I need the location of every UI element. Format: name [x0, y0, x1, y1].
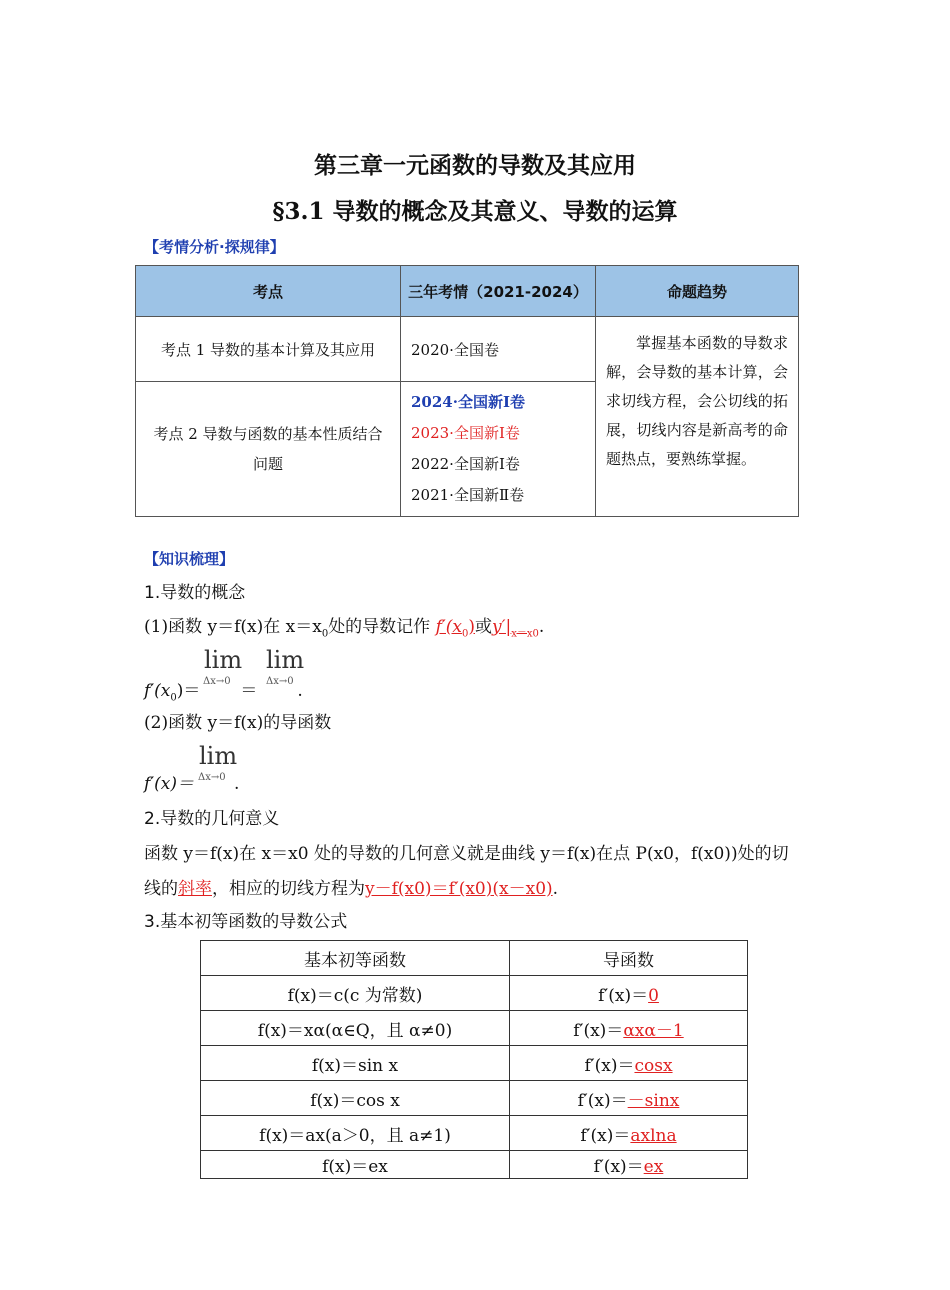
- section2-title: 2.导数的几何意义: [144, 809, 280, 829]
- section-title: §3.1 导数的概念及其意义、导数的运算: [272, 198, 678, 225]
- formula-derivative: f′(x)＝axlna: [510, 1116, 748, 1151]
- exam-analysis-table: [135, 265, 799, 517]
- lim-1: lim: [204, 646, 243, 674]
- derivative-function-line: (2)函数 y＝f(x)的导函数: [144, 713, 332, 733]
- formula-derivative: f′(x)＝cosx: [510, 1046, 748, 1081]
- answer-yprime: $y'|_{x=x0}$: [491, 617, 539, 640]
- exam-2022: 2022·全国新Ⅰ卷: [411, 455, 520, 473]
- header-trend: 命题趋势: [596, 266, 799, 317]
- knowledge-tag: 【知识梳理】: [144, 550, 235, 568]
- limit-definition-1: $f'(x_0)=$ ＝ .: [144, 681, 303, 704]
- answer-slope: 斜率: [178, 879, 212, 899]
- lim-3: lim: [199, 742, 238, 770]
- formula-function: f(x)＝sin x: [201, 1046, 510, 1081]
- lim-2-sub: Δx→0: [266, 676, 294, 687]
- exam-2024: 2024·全国新Ⅰ卷: [411, 393, 525, 411]
- formula-header-derivative: 导函数: [510, 941, 748, 976]
- header-point: 考点: [136, 266, 401, 317]
- exam-2021: 2021·全国新Ⅱ卷: [411, 486, 525, 504]
- formula-derivative: f′(x)＝－sinx: [510, 1081, 748, 1116]
- section1-title: 1.导数的概念: [144, 583, 246, 603]
- geometric-meaning-line1: 函数 y＝f(x)在 x＝x0 处的导数的几何意义就是曲线 y＝f(x)在点 P(x0，f(x0))处的切: [144, 844, 789, 864]
- derivative-formula-table: [200, 940, 748, 1179]
- derivative-notation-line: (1)函数 y＝f(x)在 $x=x_0$处的导数记作 $f'(x_0)$或$y'|_{x=x0}$.: [144, 617, 545, 640]
- lim-2: lim: [266, 646, 305, 674]
- formula-function: f(x)＝ax(a＞0，且 a≠1): [201, 1116, 510, 1151]
- geometric-meaning-line2: 线的斜率，相应的切线方程为y－f(x0)＝f′(x0)(x－x0).: [144, 879, 559, 899]
- lim-3-sub: Δx→0: [198, 772, 226, 783]
- formula-function: f(x)＝ex: [201, 1151, 510, 1179]
- chapter-title: 第三章一元函数的导数及其应用: [314, 152, 636, 179]
- answer-tangent-eq: y－f(x0)＝f′(x0)(x－x0): [365, 879, 553, 899]
- row1-exam: 2020·全国卷: [401, 317, 596, 382]
- lim-1-sub: Δx→0: [203, 676, 231, 687]
- trend-text: 掌握基本函数的导数求解，会导数的基本计算，会求切线方程，会公切线的拓展，切线内容是新高考的命题热点，要熟练掌握。: [596, 317, 799, 517]
- answer-fprime-x0: $f'(x_0)$: [435, 617, 475, 640]
- formula-function: f(x)＝c(c 为常数): [201, 976, 510, 1011]
- formula-derivative: f′(x)＝αxα－1: [510, 1011, 748, 1046]
- header-exam: 三年考情（2021-2024）: [401, 266, 596, 317]
- limit-definition-2: f′(x)＝ .: [144, 774, 240, 794]
- analysis-tag: 【考情分析·探规律】: [144, 238, 285, 256]
- formula-function: f(x)＝cos x: [201, 1081, 510, 1116]
- row1-point: 考点 1 导数的基本计算及其应用: [136, 317, 401, 382]
- exam-2023: 2023·全国新Ⅰ卷: [411, 424, 520, 442]
- formula-header-function: 基本初等函数: [201, 941, 510, 976]
- formula-derivative: f′(x)＝0: [510, 976, 748, 1011]
- section3-title: 3.基本初等函数的导数公式: [144, 912, 348, 932]
- row2-point: 考点 2 导数与函数的基本性质结合问题: [136, 382, 401, 517]
- formula-function: f(x)＝xα(α∈Q，且 α≠0): [201, 1011, 510, 1046]
- formula-derivative: f′(x)＝ex: [510, 1151, 748, 1179]
